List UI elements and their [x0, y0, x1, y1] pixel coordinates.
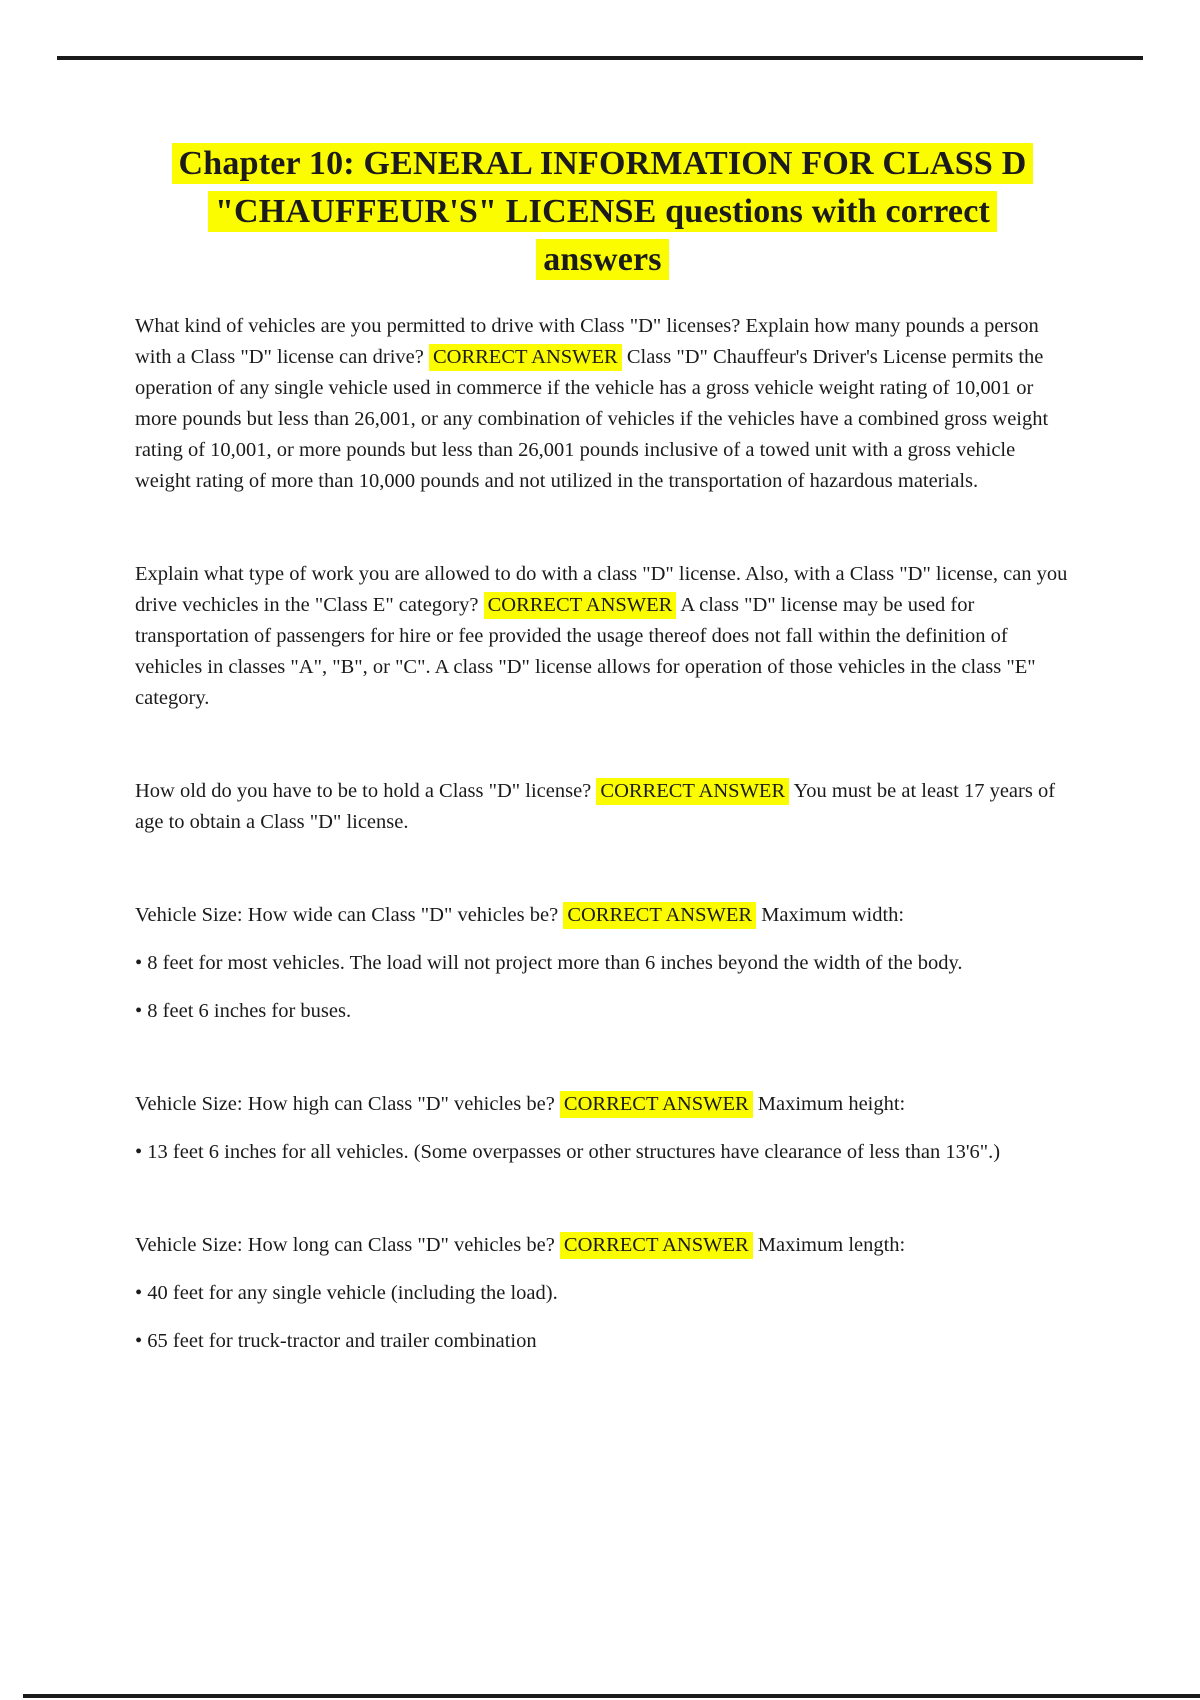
qa-section	[135, 1230, 1070, 1357]
qa-paragraph	[135, 776, 1070, 838]
title-highlight: Chapter 10: GENERAL INFORMATION FOR CLASS D	[172, 143, 1034, 184]
bullet-item: • 13 feet 6 inches for all vehicles. (Some overpasses or other structures have clearance of less than 13'6".)	[135, 1141, 1001, 1163]
correct-answer-highlight: CORRECT ANSWER	[560, 1091, 753, 1118]
question-text: What kind of vehicles are you permitted to drive with Class "D" licenses? Explain how many pounds a person with a Class "D" license can drive?	[135, 315, 1039, 368]
qa-section	[135, 776, 1070, 838]
bullet-item: • 65 feet for truck-tractor and trailer combination	[135, 1330, 537, 1352]
title-line-1	[135, 140, 1070, 188]
answer-text: Maximum length:	[757, 1234, 906, 1256]
qa-paragraph	[135, 559, 1070, 714]
qa-section	[135, 559, 1070, 714]
title-highlight: answers	[536, 239, 669, 280]
bottom-divider-line	[23, 1694, 1200, 1698]
correct-answer-highlight: CORRECT ANSWER	[484, 592, 677, 619]
answer-text: A class "D" license may be used for transportation of passengers for hire or fee provided the usage thereof does not fall within the definition of vehicles in classes "A", "B", or "C". A class "D" license allows for operation of those vehicles in the class "E" category.	[135, 594, 1036, 709]
question-text: Explain what type of work you are allowed to do with a class "D" license. Also, with a Class "D" license, can you drive vechicles in the "Class E" category?	[135, 563, 1068, 616]
question-text: Vehicle Size: How wide can Class "D" vehicles be?	[135, 904, 559, 926]
correct-answer-highlight: CORRECT ANSWER	[560, 1232, 753, 1259]
qa-section	[135, 1089, 1070, 1168]
qa-paragraph	[135, 311, 1070, 497]
qa-section	[135, 311, 1070, 497]
correct-answer-highlight: CORRECT ANSWER	[563, 902, 756, 929]
bullet-item: • 40 feet for any single vehicle (including the load).	[135, 1282, 558, 1304]
qa-paragraph	[135, 1230, 1070, 1261]
answer-text: Maximum height:	[757, 1093, 906, 1115]
bullet-item: • 8 feet 6 inches for buses.	[135, 1000, 352, 1022]
qa-section	[135, 900, 1070, 1027]
answer-text: You must be at least 17 years of age to obtain a Class "D" license.	[135, 780, 1056, 833]
page-title	[135, 140, 1070, 284]
qa-paragraph	[135, 900, 1070, 931]
bullet-item: • 8 feet for most vehicles. The load will not project more than 6 inches beyond the width of the body.	[135, 952, 963, 974]
qa-paragraph	[135, 1089, 1070, 1120]
top-divider-line	[57, 56, 1143, 60]
question-text: How old do you have to be to hold a Class "D" license?	[135, 780, 592, 802]
correct-answer-highlight: CORRECT ANSWER	[429, 344, 622, 371]
question-text: Vehicle Size: How high can Class "D" vehicles be?	[135, 1093, 555, 1115]
title-line-3	[135, 236, 1070, 284]
answer-text: Maximum width:	[761, 904, 905, 926]
correct-answer-highlight: CORRECT ANSWER	[596, 778, 789, 805]
answer-text: Class "D" Chauffeur's Driver's License permits the operation of any single vehicle used in commerce if the vehicle has a gross vehicle weight rating of 10,001 or more pounds but less than 26,001, or any combination of vehicles if the vehicles have a combined gross weight rating of 10,001, or more pounds but less than 26,001 pounds inclusive of a towed unit with a gross vehicle weight rating of more than 10,000 pounds and not utilized in the transportation of hazardous materials.	[135, 346, 1049, 492]
question-text: Vehicle Size: How long can Class "D" vehicles be?	[135, 1234, 555, 1256]
title-highlight: "CHAUFFEUR'S" LICENSE questions with correct	[208, 191, 997, 232]
title-line-2	[135, 188, 1070, 236]
